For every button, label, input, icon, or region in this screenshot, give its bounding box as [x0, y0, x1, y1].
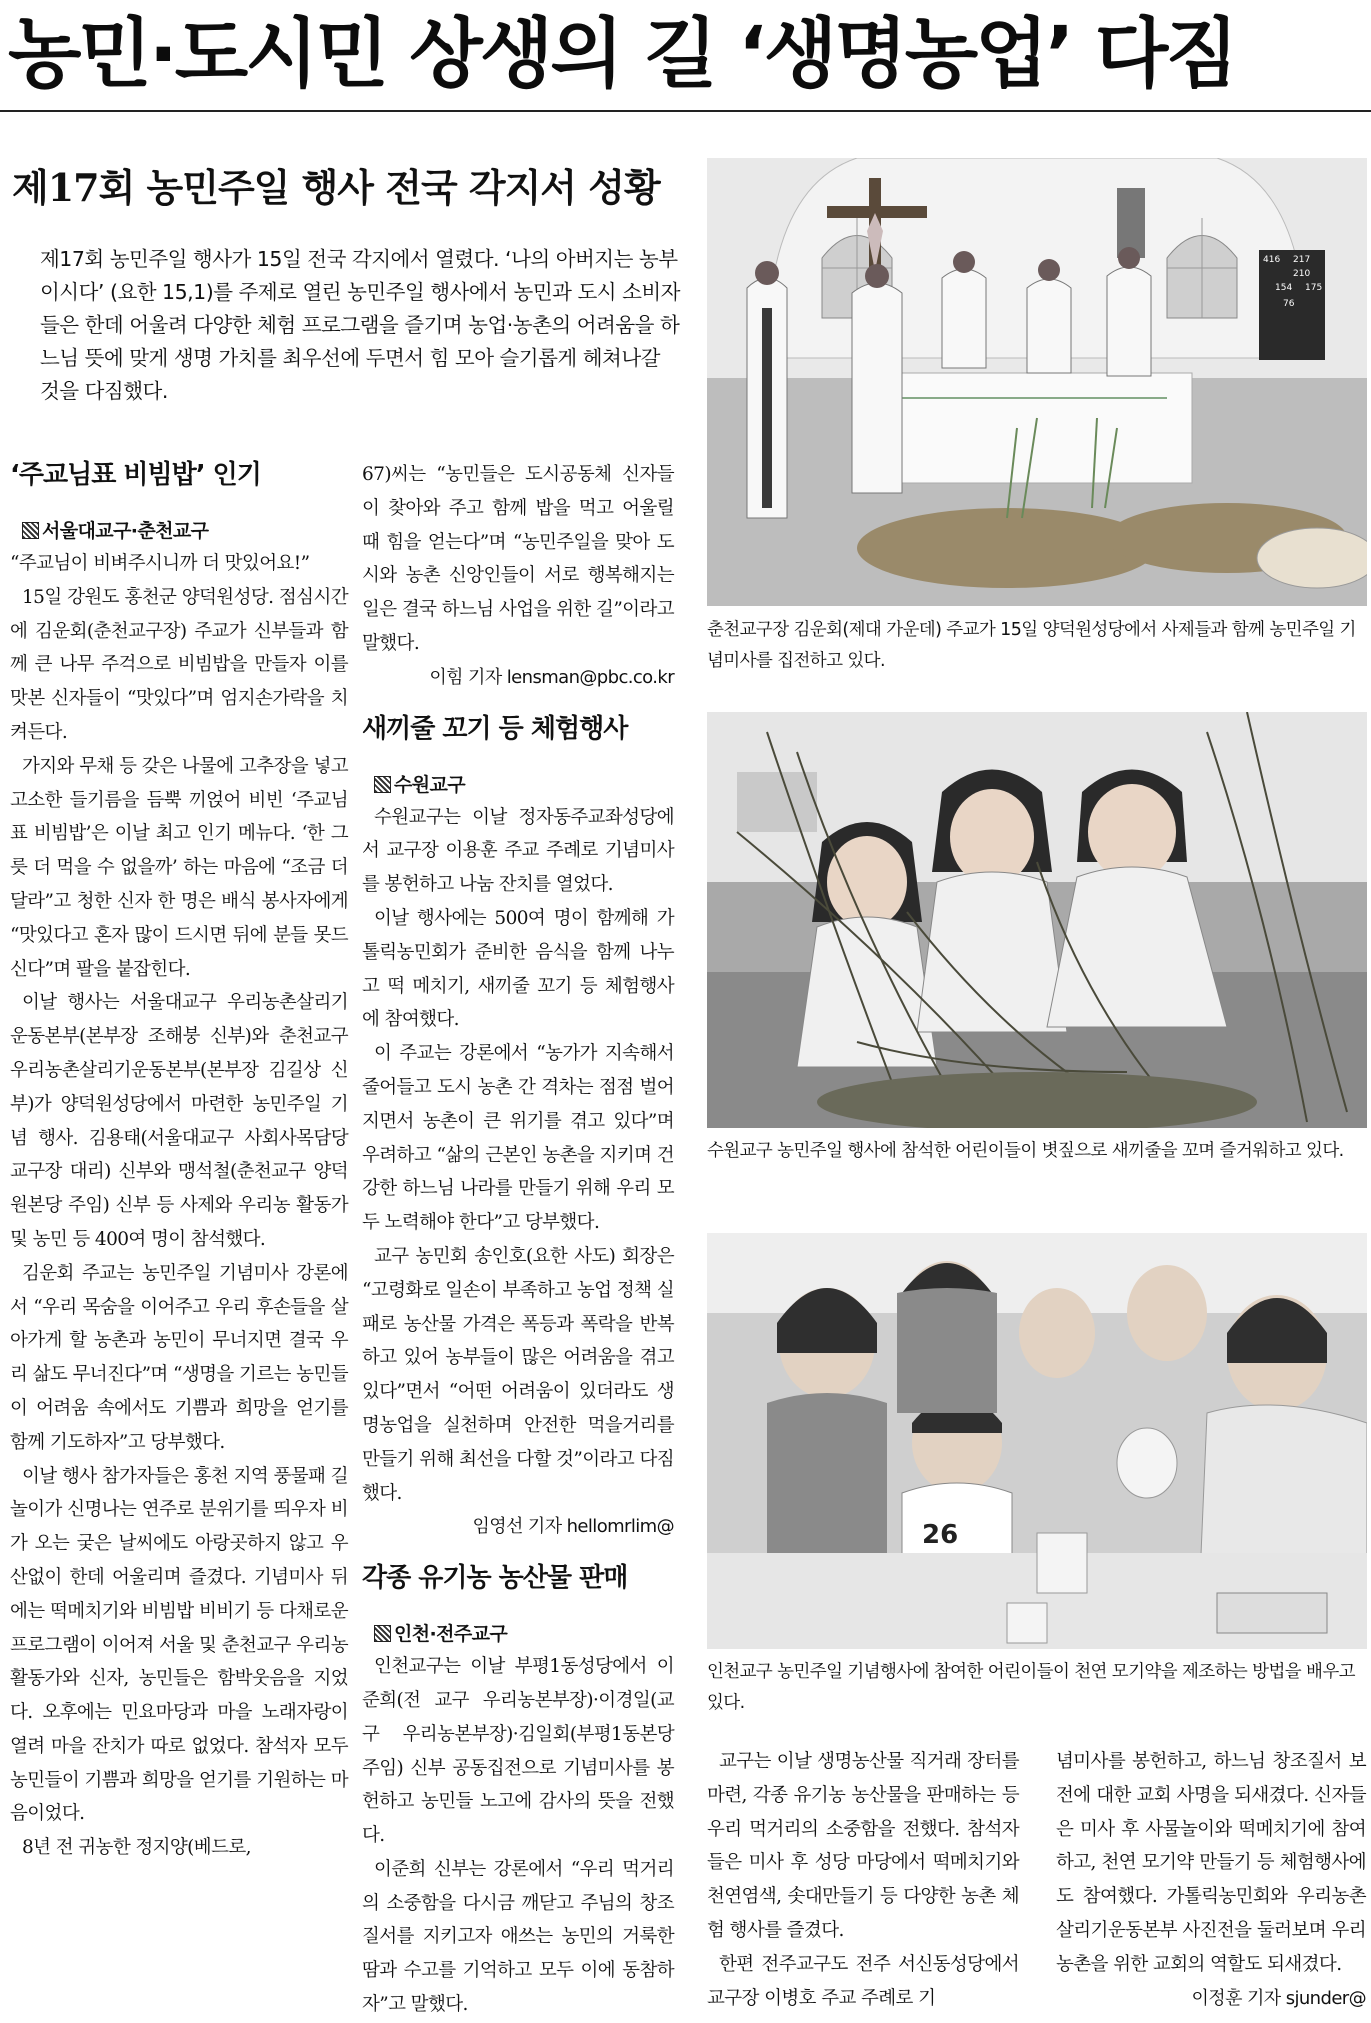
paragraph: 교구 농민회 송인호(요한 사도) 회장은 “고령화로 일손이 부족하고 농업 정책 실패로 농산물 가격은 폭등과 폭락을 반복하고 있어 농부들이 많은 어려움을 겪고 있다”면서 “어떤 어려움이 있더라도 생명농업을 실천하며 안전한 먹을거리를 만들기 위해 최선을 다할 것”이라고 다짐했다. — [362, 1245, 674, 1504]
straw-photo-illustration — [707, 712, 1367, 1128]
shirt-number: 26 — [922, 1520, 959, 1550]
article-column-4 — [1056, 1745, 1366, 2015]
byline: 임영선 기자 hellomrlim@ — [472, 1516, 674, 1538]
headline: 농민·도시민 상생의 길 ‘생명농업’ 다짐 — [8, 9, 1236, 98]
paragraph: “주교님이 비벼주시니까 더 맛있어요!” — [10, 553, 310, 574]
paragraph: 이날 행사는 서울대교구 우리농촌살리기운동본부(본부장 조해붕 신부)와 춘천교구 우리농촌살리기운동본부(본부장 김길상 신부)가 양덕원성당에서 마련한 농민주일 기념 행사. 김용태(서울대교구 사회사목담당 교구장 대리) 신부와 맹석철(춘천교구 양덕원본당 주임) 신부 등 사제와 우리농 활동가 및 농민 등 400여 명이 참석했다. — [10, 992, 348, 1250]
hymn-number: 210 — [1293, 269, 1311, 279]
photo-caption-repellent: 인천교구 농민주일 기념행사에 참여한 어린이들이 천연 모기약을 제조하는 방법을 배우고 있다. — [707, 1662, 1355, 1713]
headline-rule — [0, 110, 1371, 112]
byline: 이힘 기자 lensman@pbc.co.kr — [429, 666, 674, 688]
lead-paragraph: 제17회 농민주일 행사가 15일 전국 각지에서 열렸다. ‘나의 아버지는 농부이시다’ (요한 15,1)를 주제로 열린 농민주일 행사에서 농민과 도시 소비자들은 한데 어울려 다양한 체험 프로그램을 즐기며 농업·농촌의 어려움을 하느님 뜻에 맞게 생명 가치를 최우선에 두면서 힘 모아 슬기롭게 헤쳐나갈 것을 다짐했다. — [40, 247, 680, 403]
paragraph: 이준희 신부는 강론에서 “우리 먹거리의 소중함을 다시금 깨닫고 주님의 창조질서를 지키고자 애쓰는 농민의 거룩한 땀과 수고를 기억하고 모두 이에 동참하자”고 말했다. — [362, 1858, 674, 2016]
diocese-name: 수원교구 — [394, 773, 466, 796]
mass-photo-illustration — [707, 158, 1367, 606]
diocese-label-incheon-jeonju — [362, 1618, 674, 1650]
subheadline: 제17회 농민주일 행사 전국 각지서 성황 — [12, 165, 660, 210]
photo-mass-celebration — [707, 158, 1367, 606]
photo-caption-straw: 수원교구 농민주일 행사에 참석한 어린이들이 볏짚으로 새끼줄을 꼬며 즐거워하고 있다. — [707, 1141, 1344, 1161]
diocese-marker-icon — [374, 1625, 391, 1642]
paragraph: 이날 행사에는 500여 명이 함께해 가톨릭농민회가 준비한 음식을 함께 나누고 떡 메치기, 새끼줄 꼬기 등 체험행사에 참여했다. — [362, 907, 674, 1031]
paragraph: 인천교구는 이날 부평1동성당에서 이준희(전 교구 우리농본부장)·이경일(교구 우리농본부장)·김일회(부평1동본당 주임) 신부 공동집전으로 기념미사를 봉헌하고 농민들 노고에 감사의 뜻을 전했다. — [362, 1656, 674, 1847]
paragraph: 8년 전 귀농한 정지양(베드로, — [22, 1837, 251, 1859]
paragraph: 이날 행사 참가자들은 홍천 지역 풍물패 길놀이가 신명나는 연주로 분위기를 띄우자 비가 오는 궂은 날씨에도 아랑곳하지 않고 우산없이 한데 어울리며 즐겼다. 기념미사 뒤에는 떡메치기와 비빔밥 비비기 등 다채로운 프로그램이 이어져 서울 및 춘천교구 우리농 활동가와 신자, 농민들은 함박웃음을 지었다. 오후에는 민요마당과 마을 노래자랑이 열려 마을 잔치가 따로 없었다. 참석자 모두 농민들이 기쁨과 희망을 얻기를 기원하는 마음이었다. — [10, 1465, 348, 1825]
section-title-organic-sale: 각종 유기농 농산물 판매 — [362, 1563, 628, 1594]
hymn-number: 76 — [1283, 299, 1295, 309]
section-title-rope-twisting: 새끼줄 꼬기 등 체험행사 — [362, 713, 628, 744]
paragraph: 김운회 주교는 농민주일 기념미사 강론에서 “우리 목숨을 이어주고 우리 후손들을 살아가게 할 농촌과 농민이 무너지면 결국 우리 삶도 무너진다”며 “생명을 기르는 농민들이 어려움 속에서도 기쁨과 희망을 얻기를 함께 기도하자”고 당부했다. — [10, 1262, 348, 1453]
repellent-photo-illustration — [707, 1233, 1367, 1649]
photo-mosquito-repellent — [707, 1233, 1367, 1649]
paragraph: 67)씨는 “농민들은 도시공동체 신자들이 찾아와 주고 함께 밥을 먹고 어울릴 때 힘을 얻는다”며 “농민주일을 맞아 도시와 농촌 신앙인들이 서로 행복해지는 일은 결국 하느님 사업을 위한 길”이라고 말했다. — [362, 464, 674, 654]
paragraph: 교구는 이날 생명농산물 직거래 장터를 마련, 각종 유기농 농산물을 판매하는 등 우리 먹거리의 소중함을 전했다. 참석자들은 미사 후 성당 마당에서 떡메치기와 천연염색, 솟대만들기 등 다양한 농촌 체험 행사를 즐겼다. — [707, 1751, 1019, 1941]
article-column-1 — [10, 455, 348, 1865]
article-column-2 — [362, 458, 674, 2022]
paragraph: 념미사를 봉헌하고, 하느님 창조질서 보전에 대한 교회 사명을 되새겼다. 신자들은 미사 후 사물놀이와 떡메치기에 참여하고, 천연 모기약 만들기 등 체험행사에도 참여했다. 가톨릭농민회와 우리농촌살리기운동본부 사진전을 둘러보며 우리 농촌을 위한 교회의 역할도 되새겼다. — [1056, 1751, 1366, 1975]
hymn-number: 416 — [1263, 255, 1281, 265]
diocese-marker-icon — [374, 776, 391, 793]
hymn-number: 175 — [1305, 283, 1323, 293]
paragraph: 한편 전주교구도 전주 서신동성당에서 교구장 이병호 주교 주례로 기 — [707, 1953, 1019, 2009]
paragraph: 이 주교는 강론에서 “농가가 지속해서 줄어들고 도시 농촌 간 격차는 점점 벌어지면서 농촌이 큰 위기를 겪고 있다”며 우려하고 “삶의 근본인 농촌을 지키며 건강한 하느님 나라를 만들기 위해 우리 모두 노력해야 한다”고 당부했다. — [362, 1043, 674, 1234]
diocese-label-seoul-chuncheon — [10, 515, 348, 547]
paragraph: 가지와 무채 등 갖은 나물에 고추장을 넣고 고소한 들기름을 듬뿍 끼얹어 비빈 ‘주교님표 비빔밥’은 이날 최고 인기 메뉴다. ‘한 그릇 더 먹을 수 없을까’ 하는 마음에 “조금 더 달라”고 청한 신자 한 명은 배식 봉사자에게 “맛있다고 혼자 많이 드시면 뒤에 분들 못드신다”며 팔을 붙잡힌다. — [10, 755, 348, 980]
hymn-number: 217 — [1293, 255, 1311, 265]
diocese-name: 서울대교구·춘천교구 — [42, 520, 209, 542]
article-column-3 — [707, 1745, 1019, 2015]
diocese-marker-icon — [22, 522, 39, 539]
byline: 이정훈 기자 sjunder@ — [1191, 1987, 1366, 2009]
photo-caption-mass: 춘천교구장 김운회(제대 가운데) 주교가 15일 양덕원성당에서 사제들과 함께 농민주일 기념미사를 집전하고 있다. — [707, 620, 1356, 671]
diocese-label-suwon — [362, 769, 674, 801]
hymn-number: 154 — [1275, 283, 1293, 293]
paragraph: 15일 강원도 홍천군 양덕원성당. 점심시간에 김운회(춘천교구장) 주교가 신부들과 함께 큰 나무 주걱으로 비빔밥을 만들자 이를 맛본 신자들이 “맛있다”며 엄지손가락을 치켜든다. — [10, 586, 348, 743]
diocese-name: 인천·전주교구 — [394, 1623, 508, 1646]
section-title-bibimbap: ‘주교님표 비빔밥’ 인기 — [10, 460, 261, 490]
photo-children-straw — [707, 712, 1367, 1128]
paragraph: 수원교구는 이날 정자동주교좌성당에서 교구장 이용훈 주교 주례로 기념미사를 봉헌하고 나눔 잔치를 열었다. — [362, 806, 674, 896]
